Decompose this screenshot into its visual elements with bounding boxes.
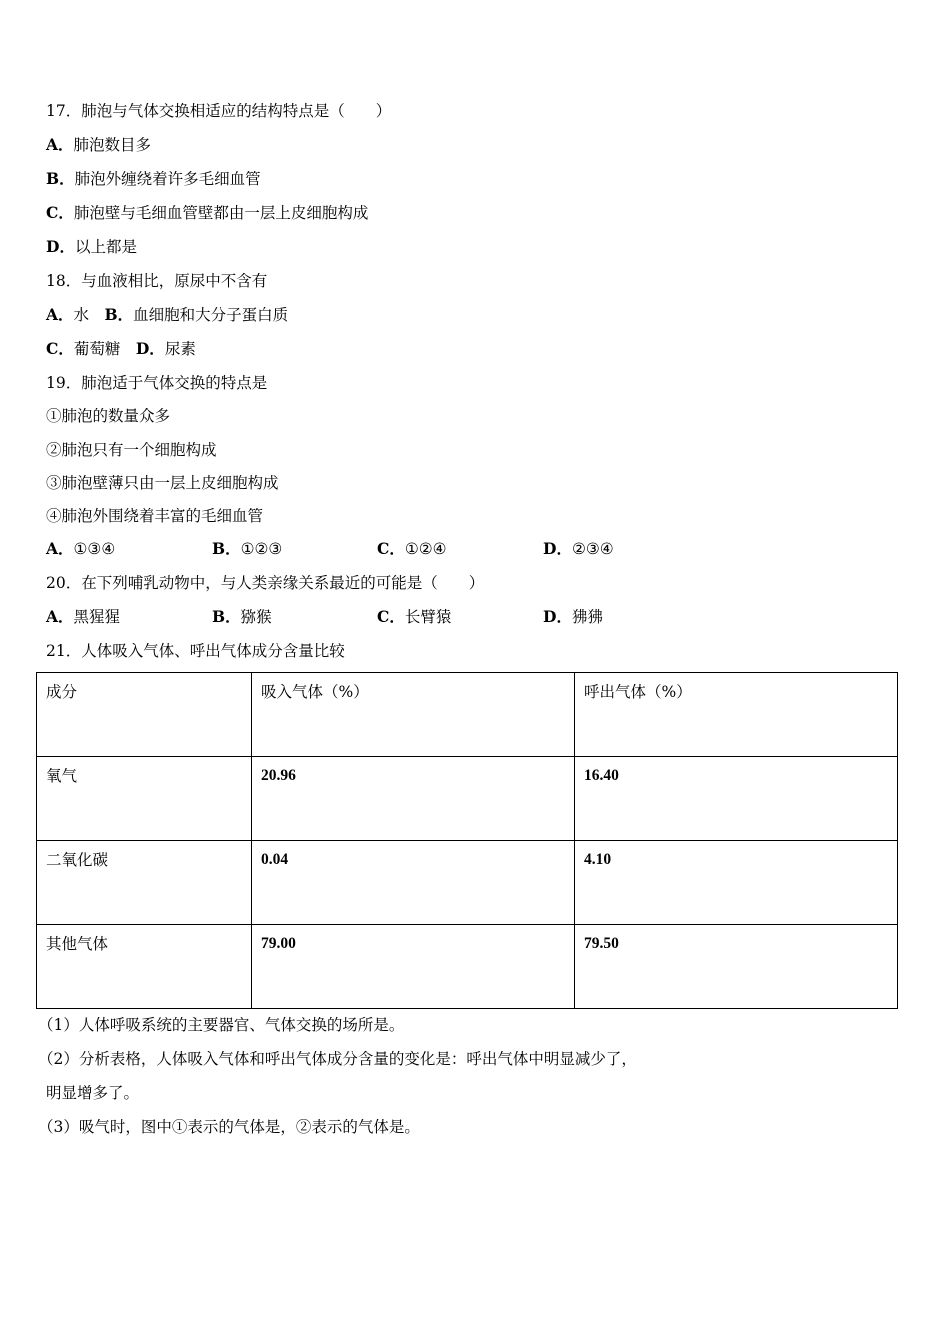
option-letter: A． xyxy=(46,135,74,154)
option-letter: B． xyxy=(104,305,134,324)
option-text: 肺泡外缠绕着许多毛细血管 xyxy=(74,170,261,188)
q20-option-a xyxy=(46,606,120,628)
table-row xyxy=(37,757,898,841)
q18-options-row2 xyxy=(46,338,196,360)
q21-stem: 21．人体吸入气体、呼出气体成分含量比较 xyxy=(46,642,345,660)
option-letter: B． xyxy=(212,539,241,558)
option-letter: C． xyxy=(377,607,405,626)
table-cell-inhaled: 79.00 xyxy=(252,925,575,1009)
q19-option-a xyxy=(46,538,115,560)
option-text: 以上都是 xyxy=(74,238,137,256)
table-cell-component: 其他气体 xyxy=(37,925,252,1009)
q17-option-a xyxy=(46,134,151,156)
table-cell-component: 氧气 xyxy=(37,757,252,841)
option-text: ②③④ xyxy=(571,540,614,558)
option-text: 水 xyxy=(73,306,105,324)
q20-stem: 20．在下列哺乳动物中，与人类亲缘关系最近的可能是（ ） xyxy=(46,574,485,592)
gas-composition-table xyxy=(36,672,898,1009)
table-row xyxy=(37,841,898,925)
q19-stem: 19．肺泡适于气体交换的特点是 xyxy=(46,374,268,392)
table-cell-component: 二氧化碳 xyxy=(37,841,252,925)
option-text: 猕猴 xyxy=(240,608,272,626)
option-text: 尿素 xyxy=(164,340,196,358)
q20-option-c xyxy=(377,606,451,628)
q19-statement-4: ④肺泡外围绕着丰富的毛细血管 xyxy=(46,507,264,525)
q20-option-b xyxy=(212,606,272,628)
table-cell-inhaled: 20.96 xyxy=(252,757,575,841)
q20-option-d xyxy=(543,606,603,628)
option-text: 血细胞和大分子蛋白质 xyxy=(133,306,289,324)
table-header-cell: 呼出气体（%） xyxy=(575,673,898,757)
q20-options xyxy=(0,606,950,628)
q19-option-d xyxy=(543,538,614,560)
option-letter: D． xyxy=(135,339,165,358)
q18-stem: 18．与血液相比，原尿中不含有 xyxy=(46,272,268,290)
option-letter: C． xyxy=(46,339,74,358)
option-text: 黑猩猩 xyxy=(73,608,121,626)
q21-sub2-line1: （2）分析表格，人体吸入气体和呼出气体成分含量的变化是：呼出气体中明显减少了， xyxy=(38,1050,637,1068)
q17-stem: 17．肺泡与气体交换相适应的结构特点是（ ） xyxy=(46,102,392,120)
option-letter: D． xyxy=(543,539,572,558)
option-letter: A． xyxy=(46,539,74,558)
option-letter: D． xyxy=(46,237,75,256)
q19-options xyxy=(0,538,950,560)
option-letter: B． xyxy=(212,607,241,626)
option-text: 肺泡数目多 xyxy=(73,136,152,154)
option-letter: C． xyxy=(377,539,405,558)
q17-option-b xyxy=(46,168,261,190)
table-cell-exhaled: 79.50 xyxy=(575,925,898,1009)
table-cell-exhaled: 4.10 xyxy=(575,841,898,925)
q17-option-c xyxy=(46,202,368,224)
q19-statement-1: ①肺泡的数量众多 xyxy=(46,407,171,425)
option-text: 肺泡壁与毛细血管壁都由一层上皮细胞构成 xyxy=(73,204,369,222)
q18-options-row1 xyxy=(46,304,288,326)
option-text: 长臂猿 xyxy=(404,608,452,626)
q21-sub3: （3）吸气时，图中①表示的气体是，②表示的气体是。 xyxy=(38,1118,420,1136)
q19-option-c xyxy=(377,538,447,560)
option-letter: C． xyxy=(46,203,74,222)
q17-option-d xyxy=(46,236,137,258)
option-letter: D． xyxy=(543,607,572,626)
table-cell-inhaled: 0.04 xyxy=(252,841,575,925)
option-letter: A． xyxy=(46,305,74,324)
option-text: 葡萄糖 xyxy=(73,340,136,358)
option-text: ①②③ xyxy=(240,540,283,558)
option-letter: B． xyxy=(46,169,75,188)
table-header-row xyxy=(37,673,898,757)
option-letter: A． xyxy=(46,607,74,626)
q19-option-b xyxy=(212,538,282,560)
table-cell-exhaled: 16.40 xyxy=(575,757,898,841)
q19-statement-3: ③肺泡壁薄只由一层上皮细胞构成 xyxy=(46,474,279,492)
q21-sub2-line2: 明显增多了。 xyxy=(46,1084,140,1102)
option-text: ①③④ xyxy=(73,540,116,558)
q21-sub1: （1）人体呼吸系统的主要器官、气体交换的场所是。 xyxy=(38,1016,405,1034)
q19-statement-2: ②肺泡只有一个细胞构成 xyxy=(46,441,217,459)
option-text: ①②④ xyxy=(404,540,447,558)
table-header-cell: 成分 xyxy=(37,673,252,757)
table-row xyxy=(37,925,898,1009)
table-header-cell: 吸入气体（%） xyxy=(252,673,575,757)
option-text: 狒狒 xyxy=(571,608,603,626)
